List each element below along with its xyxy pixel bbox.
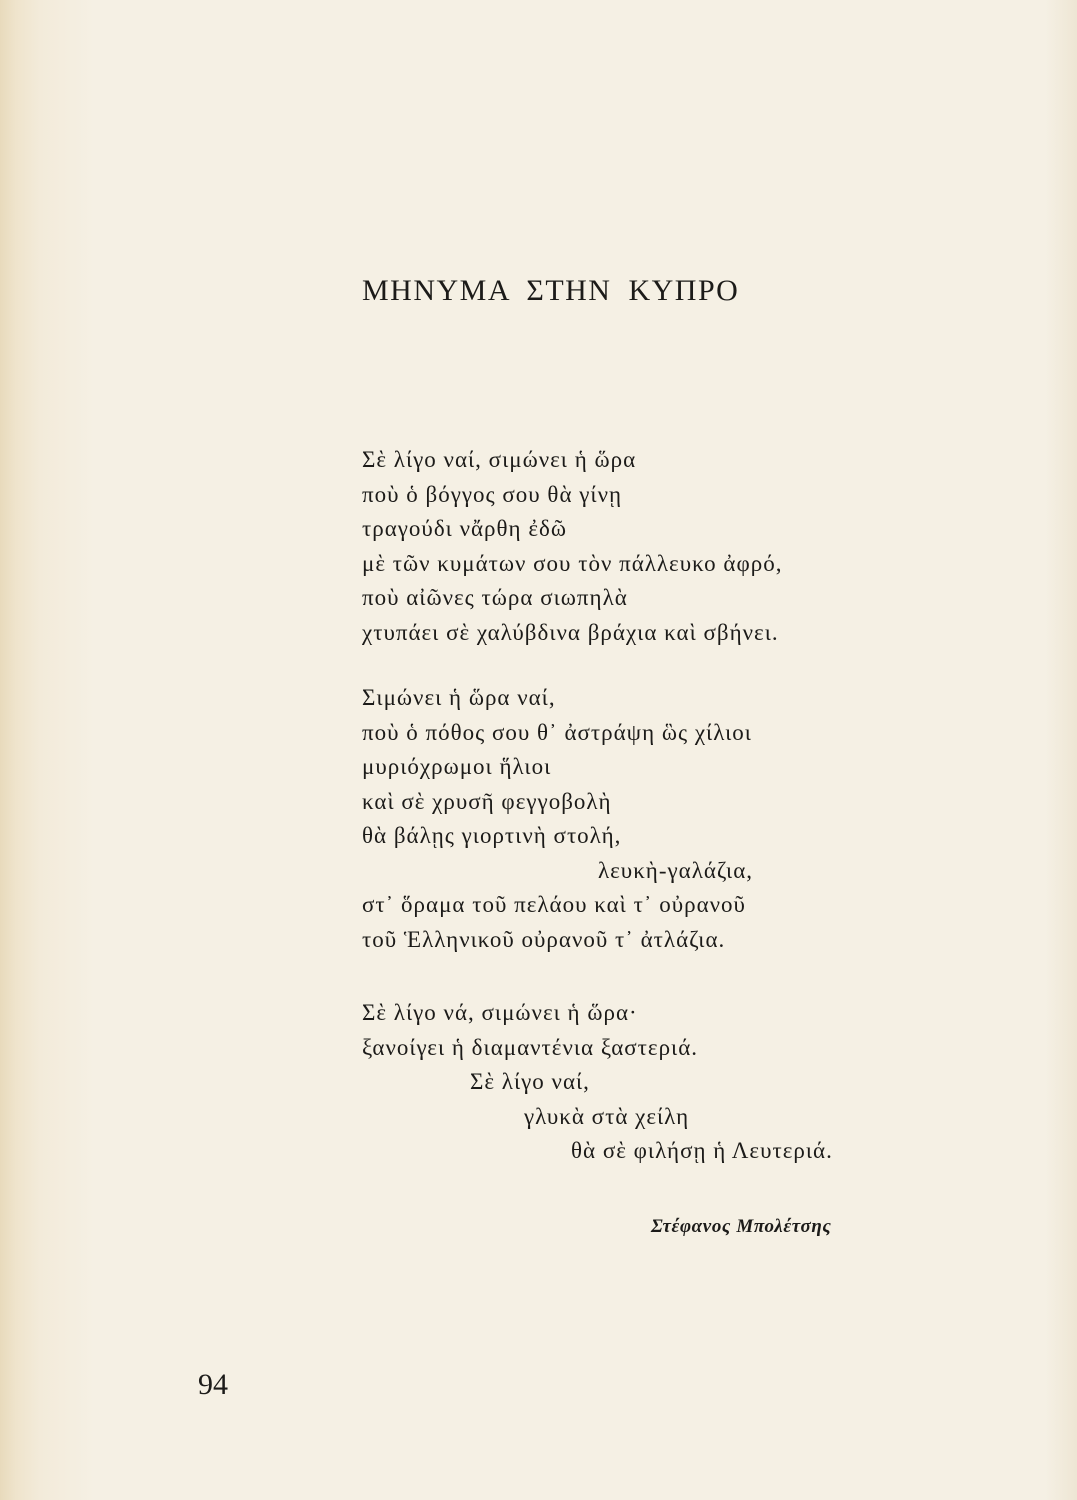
poem-line: ποὺ ὁ βόγγος σου θὰ γίνῃ [362, 481, 623, 507]
stanza-1 [362, 443, 1002, 650]
poem-line: θὰ σὲ φιλήσῃ ἡ Λευτεριά. [571, 1138, 833, 1163]
poem-line: καὶ σὲ χρυσῆ φεγγοβολὴ [362, 788, 612, 814]
author-signature: Στέφανος Μπολέτσης [651, 1216, 832, 1237]
page-number: 94 [198, 1368, 228, 1401]
poem-line: μὲ τῶν κυμάτων σου τὸν πάλλευκο ἀφρό, [362, 550, 783, 576]
poem-line: Σὲ λίγο ναί, σιμώνει ἡ ὥρα [362, 447, 637, 472]
poem-line: τραγούδι νἄρθη ἐδῶ [362, 516, 567, 541]
poem-line: Σὲ λίγο νά, σιμώνει ἡ ὥρα· [362, 1000, 638, 1025]
poem-line: ποὺ ὁ πόθος σου θ᾽ ἀστράψη ὣς χίλιοι [362, 719, 752, 745]
poem-line: θὰ βάλῃς γιορτινὴ στολή, [362, 823, 622, 848]
poem-line: μυριόχρωμοι ἥλιοι [362, 754, 552, 779]
poem-line: λευκὴ-γαλάζια, [598, 857, 754, 883]
poem-line: γλυκὰ στὰ χείλη [524, 1103, 690, 1129]
poem-line: στ᾽ ὅραμα τοῦ πελάου καὶ τ᾽ οὐρανοῦ [362, 892, 746, 917]
poem-line: χτυπάει σὲ χαλύβδινα βράχια καὶ σβήνει. [362, 619, 779, 645]
poem-title: ΜΗΝΥΜΑ ΣΤΗΝ ΚΥΠΡΟ [362, 274, 740, 307]
poem-line: Σιμώνει ἡ ὥρα ναί, [362, 685, 556, 710]
poem-line: ξανοίγει ἡ διαμαντένια ξαστεριά. [362, 1034, 699, 1060]
poem-line: ποὺ αἰῶνες τώρα σιωπηλὰ [362, 585, 628, 610]
stanza-2 [362, 681, 1002, 957]
stanza-3 [362, 996, 1002, 1169]
poem-line: Σὲ λίγο ναί, [470, 1069, 590, 1094]
poem-body [362, 443, 1002, 1169]
poem-line: τοῦ Ἑλληνικοῦ οὐρανοῦ τ᾽ ἀτλάζια. [362, 926, 726, 952]
